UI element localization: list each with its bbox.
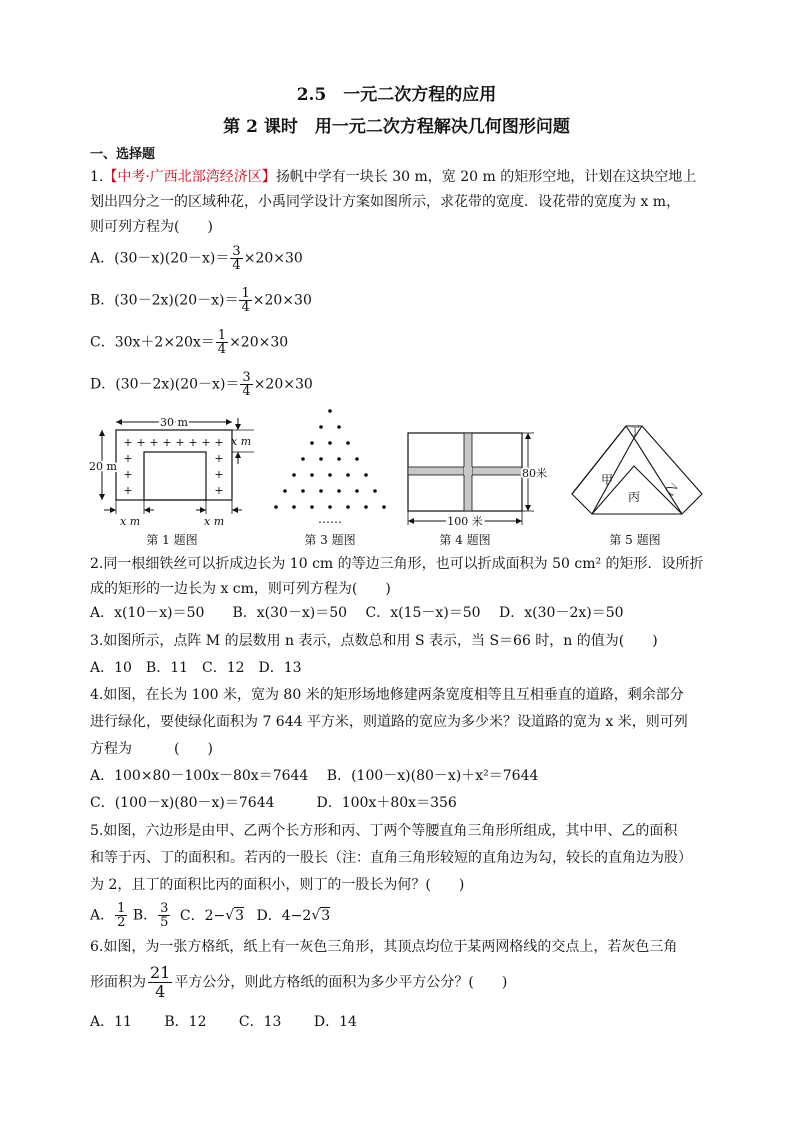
fraction bbox=[158, 902, 170, 929]
fig1-bottom-right-label: x m bbox=[204, 515, 225, 528]
fig1-left-label: 20 m bbox=[89, 460, 117, 473]
figure-1 bbox=[88, 414, 260, 530]
numerator: 3 bbox=[232, 244, 241, 259]
option-label: C．2− bbox=[179, 907, 226, 924]
plus-mark: + bbox=[214, 436, 224, 449]
fig5-jia: 甲 bbox=[601, 473, 614, 487]
fig4-bottom-label: 100 米 bbox=[447, 515, 483, 528]
plus-mark: + bbox=[214, 468, 224, 481]
q1-option-c bbox=[90, 329, 288, 356]
sqrt-sign: √ bbox=[225, 907, 235, 924]
q1-option-a bbox=[90, 245, 303, 272]
option-tail: ×20×30 bbox=[252, 292, 312, 309]
figure-5 bbox=[566, 422, 706, 528]
option-tail: ×20×30 bbox=[253, 376, 313, 393]
fraction bbox=[239, 287, 251, 314]
option-expr: 30x＋2×20x＝ bbox=[114, 334, 215, 351]
option-tail: ×20×30 bbox=[243, 250, 303, 267]
q1-line3: 则可列方程为( ) bbox=[90, 219, 213, 235]
option-label: D． bbox=[90, 376, 116, 393]
q2-line1: 2.同一根细铁丝可以折成边长为 10 cm 的等边三角形，也可以折成面积为 50 cm² 的矩形．设所折 bbox=[90, 556, 704, 572]
radicand: 3 bbox=[321, 907, 331, 924]
denominator: 4 bbox=[242, 384, 251, 399]
q5-options bbox=[90, 902, 330, 929]
fig1-top-label: 30 m bbox=[160, 416, 188, 429]
dot-triangle bbox=[274, 409, 386, 509]
q6-line2 bbox=[90, 964, 507, 1001]
fig5-ding: 丁 bbox=[630, 427, 640, 438]
fig4-right-label: 80米 bbox=[522, 467, 547, 480]
denominator: 2 bbox=[117, 915, 126, 930]
q6-text-pre: 形面积为 bbox=[90, 974, 146, 991]
figure-3 bbox=[270, 405, 390, 525]
sqrt-sign: √ bbox=[311, 907, 321, 924]
fraction bbox=[230, 245, 242, 272]
q4-options-1: A．100×80－100x－80x＝7644 B．(100－x)(80－x)＋x²＝7644 bbox=[90, 768, 539, 784]
plus-mark: + bbox=[162, 436, 172, 449]
fig3-caption: 第 3 题图 bbox=[304, 533, 356, 547]
option-label: B． bbox=[132, 907, 158, 924]
fig1-bottom-left-label: x m bbox=[120, 515, 141, 528]
numerator: 21 bbox=[150, 963, 171, 982]
q5-line1: 5.如图，六边形是由甲、乙两个长方形和丙、丁两个等腰直角三角形所组成，其中甲、乙的面积 bbox=[90, 823, 678, 839]
option-expr: (30－x)(20－x)＝ bbox=[114, 250, 230, 267]
option-expr: (30－2x)(20－x)＝ bbox=[114, 292, 239, 309]
radicand: 3 bbox=[235, 907, 245, 924]
fraction bbox=[148, 964, 172, 1001]
plus-mark: + bbox=[201, 436, 211, 449]
q4-options-2: C．(100－x)(80－x)＝7644 D．100x＋80x＝356 bbox=[90, 795, 457, 811]
denominator: 4 bbox=[241, 300, 250, 315]
numerator: 3 bbox=[160, 901, 169, 916]
q1-text-1: 扬帆中学有一块长 30 m，宽 20 m 的矩形空地，计划在这块空地上 bbox=[275, 169, 697, 185]
plus-mark: + bbox=[123, 436, 133, 449]
q2-line2: 成的矩形的一边长为 x cm，则可列方程为( ) bbox=[90, 581, 391, 597]
numerator: 1 bbox=[117, 901, 126, 916]
fraction bbox=[216, 329, 228, 356]
option-label: C． bbox=[90, 334, 115, 351]
fraction bbox=[240, 371, 252, 398]
option-expr: (30－2x)(20－x)＝ bbox=[115, 376, 240, 393]
q4-line1: 4.如图，在长为 100 米，宽为 80 米的矩形场地修建两条宽度相等且互相垂直的道路，剩余部分 bbox=[90, 687, 684, 703]
fig1-plus-marks bbox=[123, 436, 223, 497]
q2-options: A．x(10－x)＝50 B．x(30－x)＝50 C．x(15－x)＝50 D．x(30－2x)＝50 bbox=[90, 605, 624, 621]
plus-mark: + bbox=[214, 452, 224, 465]
option-label: A． bbox=[90, 250, 115, 267]
numerator: 1 bbox=[217, 328, 227, 343]
denominator: 4 bbox=[155, 982, 166, 1001]
fig4-caption: 第 4 题图 bbox=[439, 533, 491, 547]
q4-line2: 进行绿化，要使绿化面积为 7 644 平方米，则道路的宽应为多少米？设道路的宽为 x 米，则可列 bbox=[90, 714, 688, 730]
numerator: 3 bbox=[242, 370, 251, 385]
q3-line1: 3.如图所示，点阵 M 的层数用 n 表示，点数总和用 S 表示，当 S＝66 时，n 的值为( ) bbox=[90, 633, 658, 649]
plus-mark: + bbox=[149, 436, 159, 449]
fig3-ellipsis: …… bbox=[318, 512, 342, 525]
option-label: D．4−2 bbox=[256, 907, 312, 924]
q1-line2: 划出四分之一的区域种花，小禹同学设计方案如图所示，求花带的宽度．设花带的宽度为 x m， bbox=[90, 194, 681, 210]
q5-line3: 为 2，且丁的面积比丙的面积小，则丁的一股长为何？( ) bbox=[90, 877, 465, 893]
plus-mark: + bbox=[188, 436, 198, 449]
option-label: B． bbox=[90, 292, 115, 309]
option-label: A． bbox=[90, 907, 115, 924]
q3-options: A．10 B．11 C．12 D．13 bbox=[90, 660, 302, 676]
numerator: 1 bbox=[241, 286, 250, 301]
figure-4 bbox=[400, 425, 550, 530]
denominator: 4 bbox=[232, 258, 241, 273]
fig5-yi: 乙 bbox=[662, 480, 681, 499]
fig5-bing: 丙 bbox=[628, 490, 641, 504]
q1-source-tag: 【中考·广西北部湾经济区】 bbox=[103, 169, 276, 185]
plus-mark: + bbox=[123, 484, 133, 497]
section-heading: 一、选择题 bbox=[90, 147, 156, 162]
q1-line1 bbox=[90, 168, 696, 186]
plus-mark: + bbox=[214, 484, 224, 497]
q1-option-b bbox=[90, 287, 312, 314]
q1-number: 1. bbox=[90, 169, 104, 185]
fig1-right-label: x m bbox=[231, 435, 252, 448]
denominator: 5 bbox=[160, 915, 169, 930]
fig5-caption: 第 5 题图 bbox=[609, 533, 661, 547]
inner-rect bbox=[144, 452, 206, 500]
q4-line3: 方程为 ( ) bbox=[90, 741, 213, 757]
q6-options: A．11 B．12 C．13 D．14 bbox=[90, 1014, 357, 1030]
q6-line1: 6.如图，为一张方格纸，纸上有一灰色三角形，其顶点均位于某两网格线的交点上，若灰色三角 bbox=[90, 939, 678, 955]
option-tail: ×20×30 bbox=[229, 334, 289, 351]
page-title: 2.5 一元二次方程的应用 bbox=[296, 85, 497, 105]
plus-mark: + bbox=[175, 436, 185, 449]
denominator: 4 bbox=[217, 342, 227, 357]
plus-mark: + bbox=[123, 452, 133, 465]
fig1-caption: 第 1 题图 bbox=[146, 533, 198, 547]
fraction bbox=[115, 902, 127, 929]
q6-text-post: 平方公分，则此方格纸的面积为多少平方公分？( ) bbox=[174, 974, 508, 991]
q5-line2: 和等于丙、丁的面积和。若丙的一股长（注：直角三角形较短的直角边为勾，较长的直角边为股） bbox=[90, 850, 692, 866]
page-subtitle: 第 2 课时 用一元二次方程解决几何图形问题 bbox=[223, 117, 570, 137]
q1-option-d bbox=[90, 371, 313, 398]
plus-mark: + bbox=[123, 468, 133, 481]
plus-mark: + bbox=[136, 436, 146, 449]
